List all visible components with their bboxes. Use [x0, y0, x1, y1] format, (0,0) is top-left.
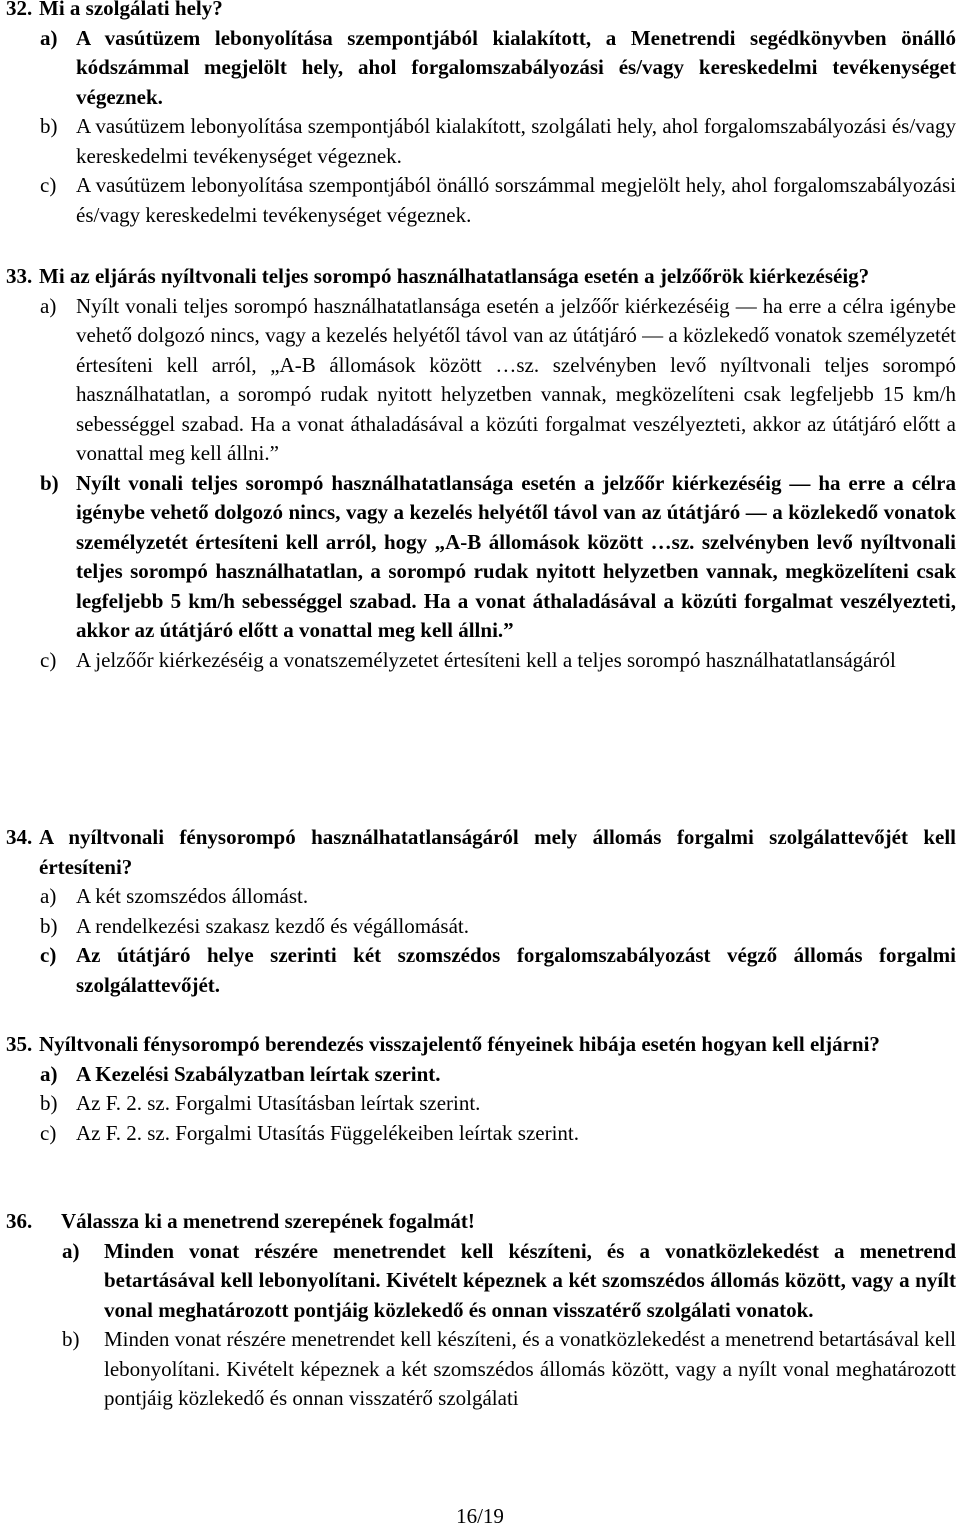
option-text: A vasútüzem lebonyolítása szempontjából kialakított, szolgálati hely, ahol forgalomszabályozási és/vagy kereskedelmi tevékenységet végeznek.	[76, 114, 956, 168]
answer-option-a	[40, 1060, 956, 1090]
question-heading	[6, 0, 956, 24]
question-text: Mi a szolgálati hely?	[39, 0, 223, 20]
question-33	[6, 262, 956, 675]
question-heading	[6, 1207, 956, 1237]
question-36	[6, 1207, 956, 1414]
page-number: 16/19	[456, 1504, 504, 1528]
option-label: a)	[62, 1238, 80, 1263]
question-35	[6, 1030, 956, 1148]
answer-option-a	[40, 882, 956, 912]
option-text: Az útátjáró helye szerinti két szomszédos forgalomszabályozást végző állomás forgalmi szolgálattevőjét.	[76, 943, 956, 997]
option-label: c)	[40, 647, 57, 672]
answer-option-b	[62, 1325, 956, 1414]
option-label: a)	[40, 25, 58, 50]
question-number: 33.	[6, 264, 33, 288]
option-label: b)	[40, 1091, 58, 1115]
question-text: Mi az eljárás nyíltvonali teljes sorompó használhatatlansága esetén a jelzőőrök kiérkezéséig?	[39, 264, 870, 288]
question-heading	[6, 823, 956, 882]
question-number: 32.	[6, 0, 33, 20]
answer-option-b	[40, 1089, 956, 1119]
option-text: A két szomszédos állomást.	[76, 884, 309, 908]
question-number: 35.	[6, 1032, 33, 1056]
answer-option-b	[40, 469, 956, 646]
option-text: Nyílt vonali teljes sorompó használhatatlansága esetén a jelzőőr kiérkezéséig — ha erre a célra igénybe vehető dolgozó nincs, vagy a kezelés helyétől távol van az útátjáró — a közlekedő vonatok személyzetét értesíteni kell arról, hogy „A-B állomások között …sz. szelvényben levő nyíltvonali teljes sorompó használhatatlan, a sorompó rudak nyitott helyzetben vannak, megközelíteni csak legfeljebb 5 km/h sebességgel szabad. Ha a vonat áthaladásával a közúti forgalmat veszélyezteti, akkor az útátjáró előtt a vonattal meg kell állni.”	[76, 470, 956, 642]
option-label: a)	[40, 1061, 58, 1086]
option-text: A vasútüzem lebonyolítása szempontjából önálló sorszámmal megjelölt hely, ahol forgalomszabályozási és/vagy kereskedelmi tevékenységet végeznek.	[76, 173, 956, 227]
option-label: b)	[40, 913, 58, 938]
answer-option-a	[62, 1237, 956, 1326]
question-text: A nyíltvonali fénysorompó használhatatlanságáról mely állomás forgalmi szolgálattevőjét kell értesíteni?	[39, 825, 956, 879]
option-text: A jelzőőr kiérkezéséig a vonatszemélyzetet értesíteni kell a teljes sorompó használhatatlanságáról	[76, 647, 896, 672]
question-number: 34.	[6, 825, 33, 849]
option-text: Minden vonat részére menetrendet kell készíteni, és a vonatközlekedést a menetrend betartásával kell lebonyolítani. Kivételt képeznek a két szomszédos állomás között, vagy a nyílt vonal meghatározott pontjáig közlekedő és onnan visszatérő szolgálati vonatok.	[104, 1238, 956, 1322]
question-number: 36.	[6, 1209, 33, 1233]
option-label: c)	[40, 1120, 57, 1145]
option-text: A Kezelési Szabályzatban leírtak szerint.	[76, 1061, 441, 1086]
answer-option-a	[40, 292, 956, 469]
question-heading	[6, 262, 956, 292]
question-heading	[6, 1030, 956, 1060]
option-label: c)	[40, 943, 57, 967]
question-text: Válassza ki a menetrend szerepének fogalmát!	[61, 1209, 475, 1233]
answer-option-c	[40, 171, 956, 230]
answer-option-b	[40, 112, 956, 171]
option-text: A vasútüzem lebonyolítása szempontjából kialakított, a Menetrendi segédkönyvben önálló kódszámmal megjelölt hely, ahol forgalomszabályozási és/vagy kereskedelmi tevékenységet végeznek.	[76, 25, 956, 109]
option-text: Az F. 2. sz. Forgalmi Utasítás Függelékeiben leírtak szerint.	[76, 1120, 579, 1145]
question-32	[6, 0, 956, 230]
option-text: Minden vonat részére menetrendet kell készíteni, és a vonatközlekedést a menetrend betartásával kell lebonyolítani. Kivételt képeznek a két szomszédos állomás között, vagy a nyílt vonal meghatározott pontjáig közlekedő és onnan visszatérő szolgálati	[104, 1327, 956, 1410]
answer-option-c	[40, 646, 956, 676]
option-text: Nyílt vonali teljes sorompó használhatatlansága esetén a jelzőőr kiérkezéséig — ha erre a célra igénybe vehető dolgozó nincs, vagy a kezelés helyétől távol van az útátjáró — a közlekedő vonatok személyzetét értesíteni kell arról, „A-B állomások között …sz. szelvényben levő nyíltvonali teljes sorompó használhatatlan, a sorompó rudak nyitott helyzetben vannak, megközelíteni csak legfeljebb 15 km/h sebességgel szabad. Ha a vonat áthaladásával a közúti forgalmat veszélyezteti, akkor az útátjáró előtt a vonattal meg kell állni.”	[76, 293, 956, 465]
answer-option-c	[40, 1119, 956, 1149]
option-label: c)	[40, 173, 57, 197]
option-text: Az F. 2. sz. Forgalmi Utasításban leírtak szerint.	[76, 1091, 481, 1115]
option-label: b)	[62, 1327, 80, 1351]
answer-option-b	[40, 912, 956, 942]
answer-option-c	[40, 941, 956, 1000]
option-label: a)	[40, 293, 57, 318]
question-34	[6, 823, 956, 1000]
option-label: b)	[40, 470, 59, 495]
option-label: a)	[40, 884, 57, 908]
answer-option-a	[40, 24, 956, 113]
option-label: b)	[40, 114, 58, 138]
option-text: A rendelkezési szakasz kezdő és végállomását.	[76, 913, 470, 938]
question-text: Nyíltvonali fénysorompó berendezés visszajelentő fényeinek hibája esetén hogyan kell eljárni?	[39, 1032, 880, 1056]
